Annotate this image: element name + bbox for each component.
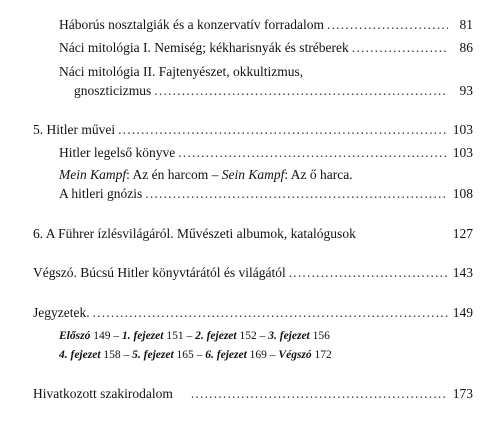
separator: – — [123, 349, 130, 361]
toc-entry-title: Náci mitológia I. Nemiség; kékharisnyák és stréberek — [59, 40, 349, 55]
toc-entry-title: 6. A Führer ízlésvilágáról. Művészeti albumok, katalógusok — [33, 226, 356, 241]
toc-jegyzetek — [33, 305, 473, 321]
note-page: 165 — [176, 349, 194, 361]
leader-dots — [118, 122, 448, 138]
leader-dots — [93, 305, 448, 321]
leader-dots — [145, 186, 448, 202]
jegyzetek-subline-1 — [59, 329, 330, 343]
toc-entry-title: Hitler legelső könyve — [59, 145, 176, 160]
toc-entry-naci-2-line2 — [74, 83, 473, 99]
toc-chapter-6 — [33, 226, 473, 242]
title-italic-mein: Mein Kampf — [59, 167, 127, 182]
toc-entry-title: Jegyzetek. — [33, 305, 90, 320]
toc-hivatkozott — [33, 386, 473, 402]
title-mid: : Az én harcom – — [126, 167, 222, 182]
toc-entry-page: 143 — [452, 265, 473, 280]
toc-entry-naci-1 — [59, 40, 473, 56]
toc-entry-naci-2-line1 — [59, 64, 473, 80]
note-page: 149 — [93, 330, 111, 342]
leader-dots — [191, 386, 448, 402]
note-label: Végszó — [278, 349, 312, 361]
toc-entry-page: 93 — [459, 83, 473, 98]
leader-dots — [178, 145, 448, 161]
note-label: 3. fejezet — [268, 330, 310, 342]
leader-dots — [352, 40, 448, 56]
toc-entry-page: 81 — [459, 17, 473, 32]
title-end: : Az ő harca. — [284, 167, 353, 182]
toc-entry-legelso — [59, 145, 473, 161]
toc-entry-title: Náci mitológia II. Fajtenyészet, okkultizmus, — [59, 64, 304, 79]
toc-entry-page: 86 — [459, 40, 473, 55]
note-label: 4. fejezet — [59, 349, 101, 361]
note-label: 6. fejezet — [205, 349, 247, 361]
note-page: 158 — [103, 349, 121, 361]
toc-entry-page: 103 — [452, 122, 473, 137]
separator: – — [259, 330, 266, 342]
toc-entry-page: 103 — [452, 145, 473, 160]
toc-entry-title: Hivatkozott szakirodalom — [33, 386, 173, 401]
leader-dots — [154, 83, 448, 99]
note-label: 2. fejezet — [195, 330, 237, 342]
toc-entry-title — [59, 167, 353, 183]
title-italic-sein: Sein Kampf — [221, 167, 285, 182]
toc-entry-title: gnoszticizmus — [74, 83, 152, 98]
toc-entry-title: Végszó. Búcsú Hitler könyvtárától és világától — [33, 265, 286, 280]
separator: – — [113, 330, 120, 342]
separator: – — [186, 330, 193, 342]
note-label: 5. fejezet — [132, 349, 174, 361]
toc-entry-page: 149 — [452, 305, 473, 320]
separator: – — [269, 349, 276, 361]
note-page: 151 — [166, 330, 184, 342]
toc-entry-page: 127 — [452, 226, 473, 241]
note-page: 169 — [249, 349, 267, 361]
note-label: Előszó — [59, 330, 91, 342]
note-label: 1. fejezet — [121, 330, 164, 342]
leader-dots — [289, 265, 448, 281]
note-page: 156 — [312, 330, 330, 342]
toc-entry-title: A hitleri gnózis — [59, 186, 143, 201]
toc-entry-title: Háborús nosztalgiák és a konzervatív forradalom — [59, 17, 325, 32]
toc-entry-mein-kampf-line2 — [59, 186, 473, 202]
toc-vegszo — [33, 265, 473, 281]
toc-chapter-5 — [33, 122, 473, 138]
jegyzetek-subline-2 — [59, 348, 332, 362]
toc-entry-title: 5. Hitler művei — [33, 122, 116, 137]
toc-entry-haborus — [59, 17, 473, 33]
separator: – — [196, 349, 203, 361]
note-page: 152 — [239, 330, 257, 342]
toc-entry-page: 173 — [452, 386, 473, 401]
toc-entry-page: 108 — [452, 186, 473, 201]
toc-entry-mein-kampf-line1 — [59, 167, 473, 183]
note-page: 172 — [314, 349, 332, 361]
leader-dots — [327, 17, 448, 33]
